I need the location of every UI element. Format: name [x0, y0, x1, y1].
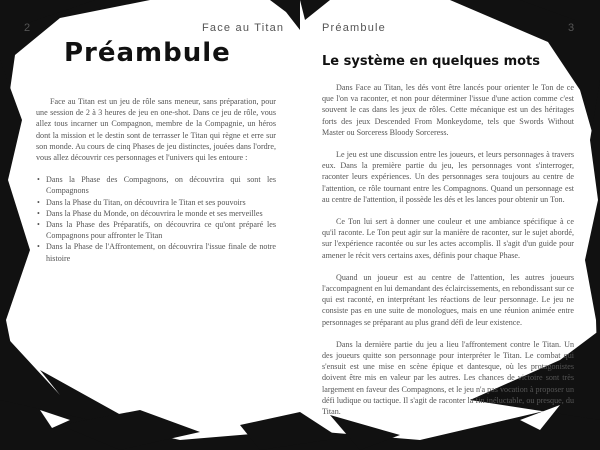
- list-item: • Dans la Phase du Titan, on découvrira le Titan et ses pouvoirs: [46, 197, 276, 208]
- section-title: Le système en quelques mots: [322, 54, 540, 69]
- running-header-right: Préambule: [322, 22, 386, 34]
- intro-paragraph: Face au Titan est un jeu de rôle sans meneur, sans préparation, pour une session de 2 à 3 heures de jeu en one-shot. Dans ce jeu de rôle, vous allez tous incarner un Compagnon, membre de la Compagnie, un héros dont la mission et le destin sont de terrasser le Titan qui règne et erre sur son monde. Au cours de cinq Phases de jeu distinctes, jouées dans l'ordre, vous allez découvrir ces personnages et l'univers qui les entoure :: [36, 97, 276, 163]
- paragraph: Ce Ton lui sert à donner une couleur et une ambiance spécifique à ce qu'il raconte. Le Ton peut agir sur la manière de raconter, sur le sujet abordé, sur l'expérience racontée ou sur les actes accomplis. Il s'agit d'un guide pour amener le récit vers certains axes, définis pour chaque Phase.: [322, 217, 574, 260]
- paragraph: Dans la dernière partie du jeu a lieu l'affrontement contre le Titan. Un des joueurs quitte son personnage pour interpréter le Titan. Le combat qui s'ensuit est une mise en scène épique et dantesque, où les protagonistes doivent être mis en valeur par les autres. Les chances de victoire sont très largement en faveur des Compagnons, et le jeu n'a pas vocation à proposer un défi ludique ou tactique. Il s'agit de raconter la fin inéluctable, ou presque, du Titan.: [322, 339, 574, 417]
- left-column: [36, 96, 276, 264]
- right-column: [322, 82, 574, 428]
- list-item: • Dans la Phase de l'Affrontement, on découvrira l'issue finale de notre histoire: [46, 241, 276, 263]
- page-number-left: 2: [24, 22, 32, 34]
- paragraph: Quand un joueur est au centre de l'attention, les autres joueurs l'accompagnent en lui demandant des éclaircissements, en rebondissant sur ce qui est raconté, en interprétant les réactions de leur personnage. Le jeu ne consiste pas en une suite de monologues, mais en une réunion animée entre personnages se préparant au plus grand défi de leur existence.: [322, 272, 574, 327]
- paragraph: Le jeu est une discussion entre les joueurs, et leurs personnages à travers eux. Dans la première partie du jeu, les personnages vont s'interroger, raconter leurs expériences. Un des personnages sera toujours au centre de l'attention, ce rôle tournant entre les Compagnons. Quand un personnage est au centre de l'attention, il possède les dés et les lances pour obtenir un Ton.: [322, 150, 574, 204]
- page-number-right: 3: [568, 22, 576, 34]
- running-header-left: Face au Titan: [202, 22, 285, 34]
- page-title: Préambule: [64, 38, 231, 68]
- list-item: • Dans la Phase des Compagnons, on découvrira qui sont les Compagnons: [46, 174, 276, 196]
- paragraph: Dans Face au Titan, les dés vont être lancés pour orienter le Ton de ce que l'on va raconter, et non pour déterminer l'issue d'une action comme c'est souvent le cas dans les jeux de rôles. Cette mécanique est un des héritages forts des jeux Descended From Monkeydome, tels que Swords Without Master ou Sorceress Bloody Sorceress.: [322, 83, 574, 137]
- list-item: • Dans la Phase des Préparatifs, on découvrira ce qu'ont préparé les Compagnons pour affronter le Titan: [46, 219, 276, 241]
- phases-list: [36, 174, 276, 264]
- list-item: • Dans la Phase du Monde, on découvrira le monde et ses merveilles: [46, 208, 276, 219]
